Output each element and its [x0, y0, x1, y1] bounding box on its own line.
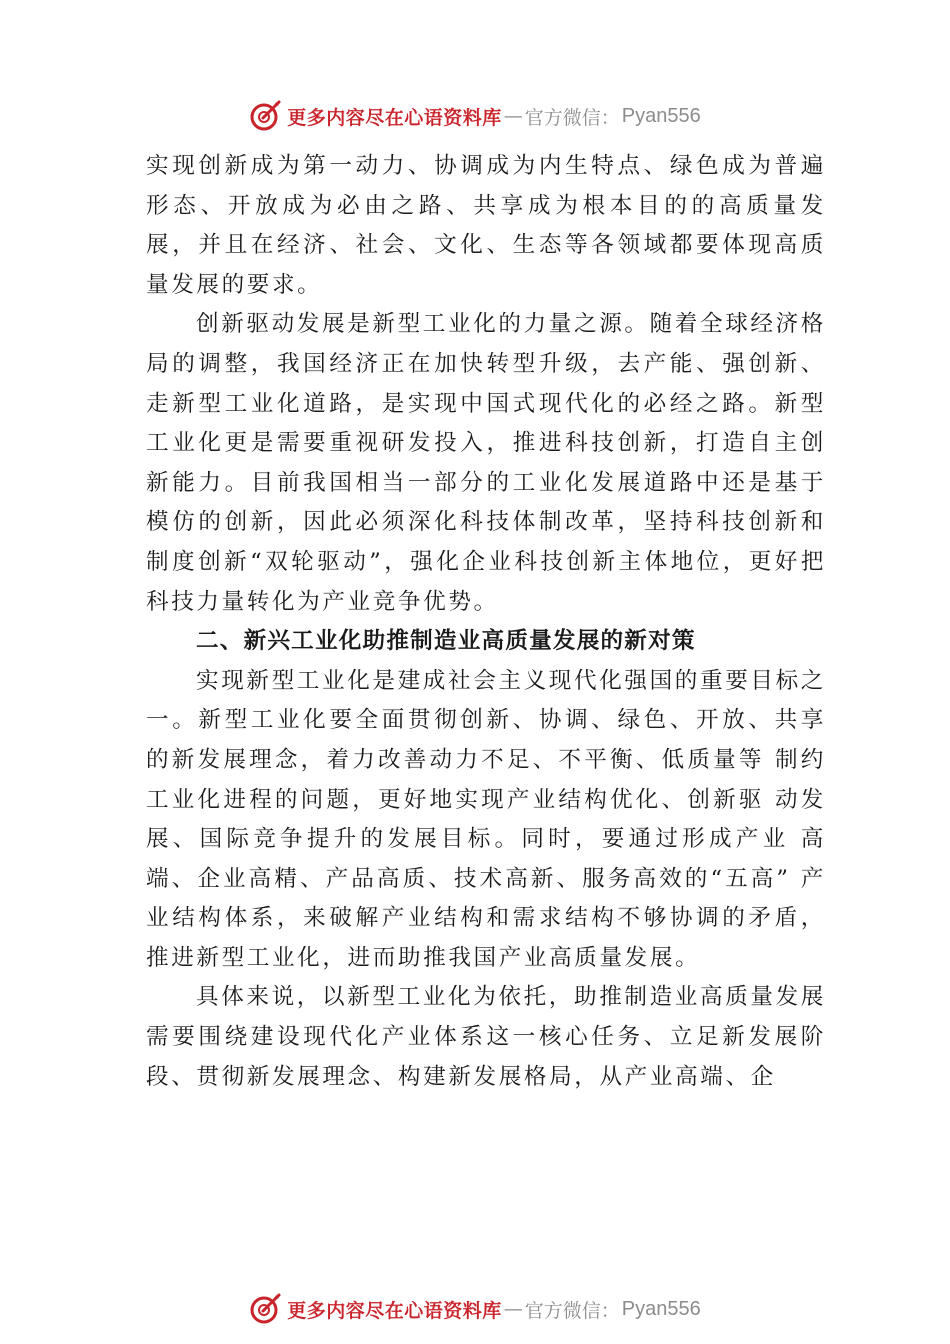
watermark-brand: 更多内容尽在心语资料库 — [287, 1299, 502, 1322]
watermark-dash: — — [503, 1298, 523, 1320]
brand-logo-icon — [249, 1292, 283, 1326]
watermark-label: 官方微信： — [524, 106, 620, 129]
watermark-dash: — — [503, 105, 523, 127]
document-body — [146, 147, 826, 1097]
watermark-label: 官方微信： — [524, 1299, 620, 1322]
section-heading: 二、新兴工业化助推制造业高质量发展的新对策 — [196, 628, 696, 655]
paragraph-continued: 实现创新成为第一动力、协调成为内生特点、绿色成为普遍形态、开放成为必由之路、共享成为根本目的的高质量发展，并且在经济、社会、文化、生态等各领域都要体现高质量发展的要求。 — [146, 153, 826, 298]
header-watermark — [0, 96, 950, 136]
brand-logo-icon — [249, 99, 283, 133]
footer-watermark — [0, 1289, 950, 1329]
paragraph-innovation: 创新驱动发展是新型工业化的力量之源。随着全球经济格局的调整，我国经济正在加快转型升级，去产能、强创新、走新型工业化道路，是实现中国式现代化的必经之路。新型工业化更是需要重视研发投入，推进科技创新，打造自主创新能力。目前我国相当一部分的工业化发展道路中还是基于模仿的创新，因此必须深化科技体制改革，坚持科技创新和制度创新“双轮驱动”，强化企业科技创新主体地位，更好把科技力量转化为产业竞争优势。 — [146, 311, 826, 615]
watermark-brand: 更多内容尽在心语资料库 — [287, 106, 502, 129]
watermark-id: Pyan556 — [621, 104, 701, 127]
paragraph-goal: 实现新型工业化是建成社会主义现代化强国的重要目标之一。新型工业化要全面贯彻创新、协调、绿色、开放、共享的新发展理念，着力改善动力不足、不平衡、低质量等 制约工业化进程的问题，更好地实现产业结构优化、创新驱 动发展、国际竞争提升的发展目标。同时，要通过形成产业 高端、企业高精、产品高质、技术高新、服务高效的“五高” 产业结构体系，来破解产业结构和需求结构不够协调的矛盾， 推进新型工业化，进而助推我国产业高质量发展。 — [146, 667, 826, 971]
watermark-id: Pyan556 — [621, 1297, 701, 1320]
paragraph-specific: 具体来说，以新型工业化为依托，助推制造业高质量发展需要围绕建设现代化产业体系这一核心任务、立足新发展阶段、贯彻新发展理念、构建新发展格局，从产业高端、企 — [146, 984, 826, 1090]
